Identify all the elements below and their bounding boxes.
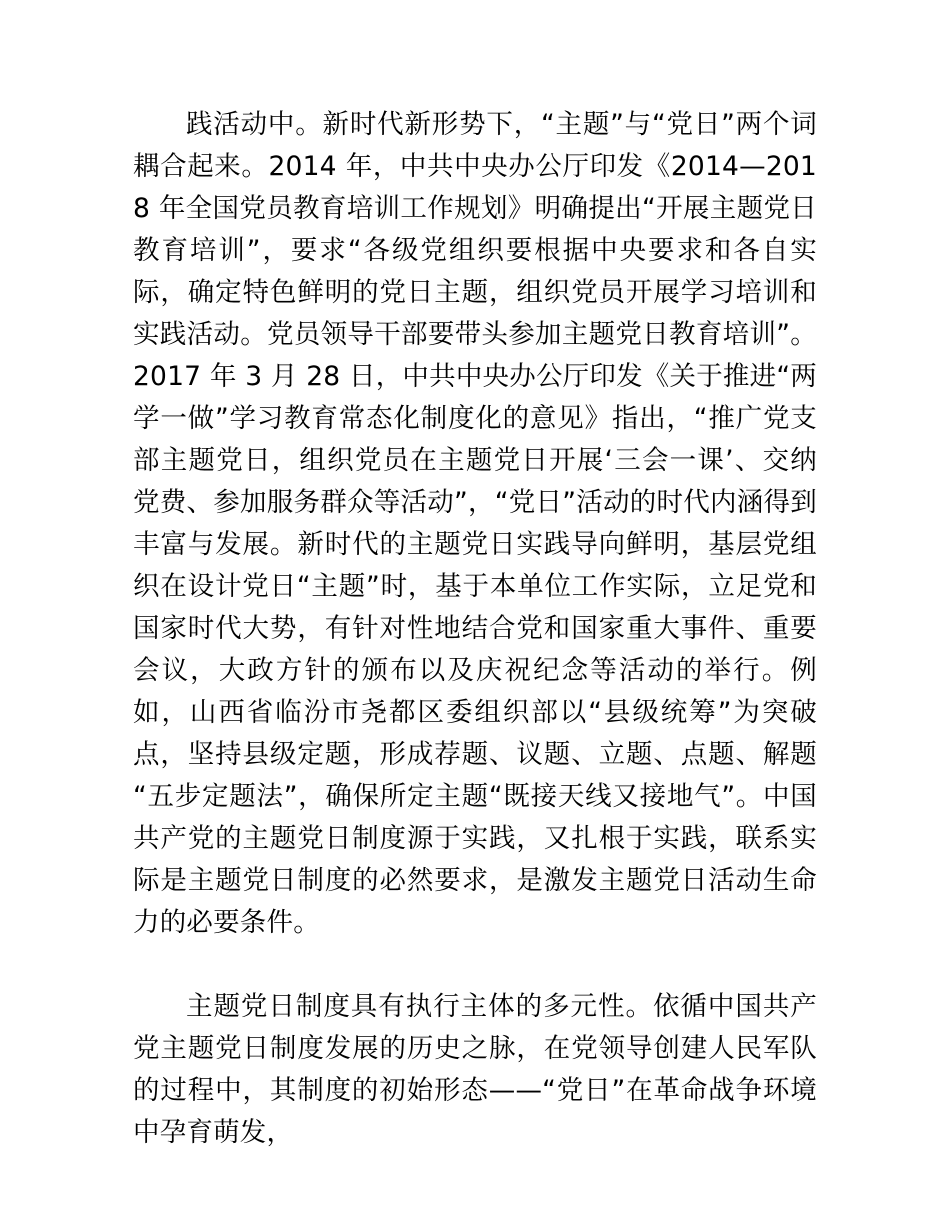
paragraph-multiplicity: 主题党日制度具有执行主体的多元性。依循中国共产党主题党日制度发展的历史之脉，在党领导创建人民军队的过程中，其制度的初始形态——“党日”在革命战争环境中孕育萌发， [133,991,817,1148]
paragraph-continuation: 践活动中。新时代新形势下，“主题”与“党日”两个词耦合起来。2014 年，中共中央办公厅印发《2014—2018 年全国党员教育培训工作规划》明确提出“开展主题党日教育培训”，要求“各级党组织要根据中央要求和各自实际，确定特色鲜明的党日主题，组织党员开展学习培训和实践活动。党员领导干部要带头参加主题党日教育培训”。2017 年 3 月 28 日，中共中央办公厅印发《关于推进“两学一做”学习教育常态化制度化的意见》指出，“推广党支部主题党日，组织党员在主题党日开展‘三会一课’、交纳党费、参加服务群众等活动”，“党日”活动的时代内涵得到丰富与发展。新时代的主题党日实践导向鲜明，基层党组织在设计党日“主题”时，基于本单位工作实际，立足党和国家时代大势，有针对性地结合党和国家重大事件、重要会议，大政方针的颁布以及庆祝纪念等活动的举行。例如，山西省临汾市尧都区委组织部以“县级统筹”为突破点，坚持县级定题，形成荐题、议题、立题、点题、解题“五步定题法”，确保所定主题“既接天线又接地气”。中国共产党的主题党日制度源于实践，又扎根于实践，联系实际是主题党日制度的必然要求，是激发主题党日活动生命力的必要条件。 [133,109,817,938]
document-text-body [133,104,817,1154]
